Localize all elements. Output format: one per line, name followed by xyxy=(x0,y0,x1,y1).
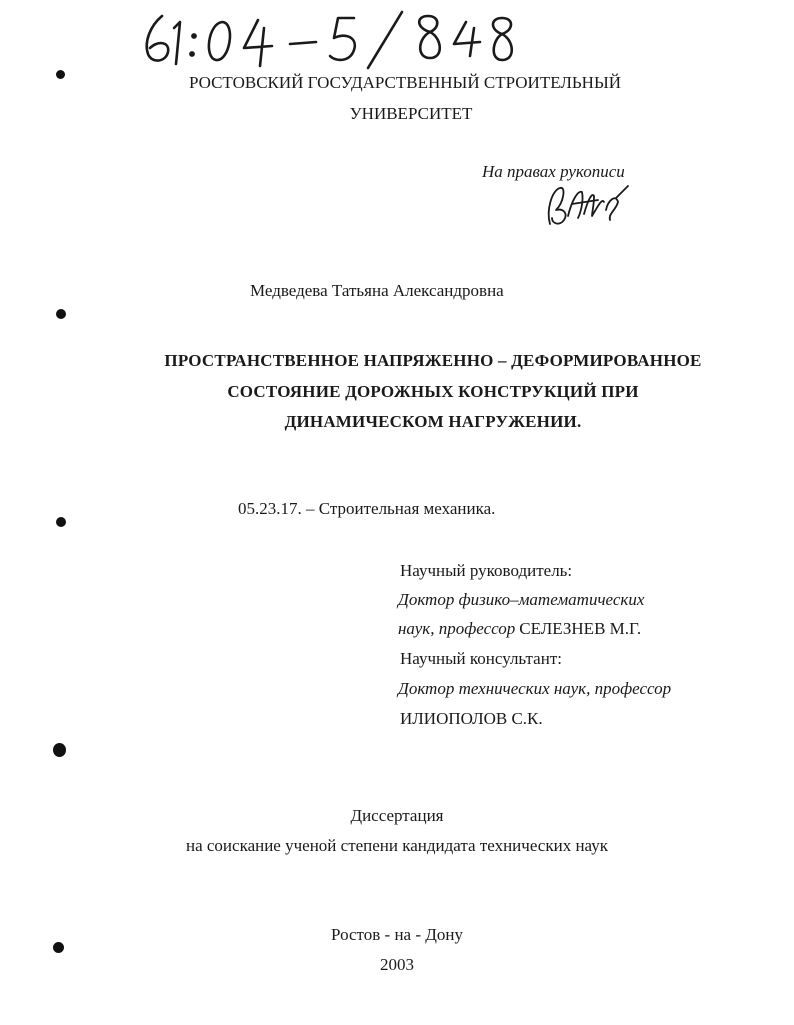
supervisor-degree-line-1: Доктор физико–математических xyxy=(398,590,645,609)
manuscript-note: На правах рукописи xyxy=(482,162,625,181)
handwritten-call-number xyxy=(140,8,520,70)
year: 2003 xyxy=(380,955,414,974)
dissertation-heading: Диссертация xyxy=(350,806,444,825)
signature xyxy=(538,180,630,230)
author-name: Медведева Татьяна Александровна xyxy=(250,281,504,300)
consultant-degree: Доктор технических наук, профессор xyxy=(398,679,672,698)
supervisor-degree-line-2 xyxy=(398,619,641,639)
university-line-1: РОСТОВСКИЙ ГОСУДАРСТВЕННЫЙ СТРОИТЕЛЬНЫЙ xyxy=(188,73,622,92)
university-line-2: УНИВЕРСИТЕТ xyxy=(349,104,473,123)
supervisor-label: Научный руководитель: xyxy=(400,561,573,580)
title-line-2: СОСТОЯНИЕ ДОРОЖНЫХ КОНСТРУКЦИЙ ПРИ xyxy=(227,382,639,401)
supervisor-degree-text: наук, профессор xyxy=(398,619,516,638)
dissertation-subtitle: на соискание ученой степени кандидата технических наук xyxy=(185,836,608,855)
supervisor-name: СЕЛЕЗНЕВ М.Г. xyxy=(519,619,642,638)
consultant-label: Научный консультант: xyxy=(400,649,562,668)
city: Ростов - на - Дону xyxy=(331,925,463,944)
consultant-name: ИЛИОПОЛОВ С.К. xyxy=(400,709,543,728)
specialty: 05.23.17. – Строительная механика. xyxy=(238,499,496,518)
punch-hole xyxy=(56,517,66,527)
title-line-1: ПРОСТРАНСТВЕННОЕ НАПРЯЖЕННО – ДЕФОРМИРОВАННОЕ xyxy=(164,351,702,370)
punch-hole xyxy=(53,743,66,757)
title-line-3: ДИНАМИЧЕСКОМ НАГРУЖЕНИИ. xyxy=(284,412,582,431)
punch-hole xyxy=(56,309,66,319)
